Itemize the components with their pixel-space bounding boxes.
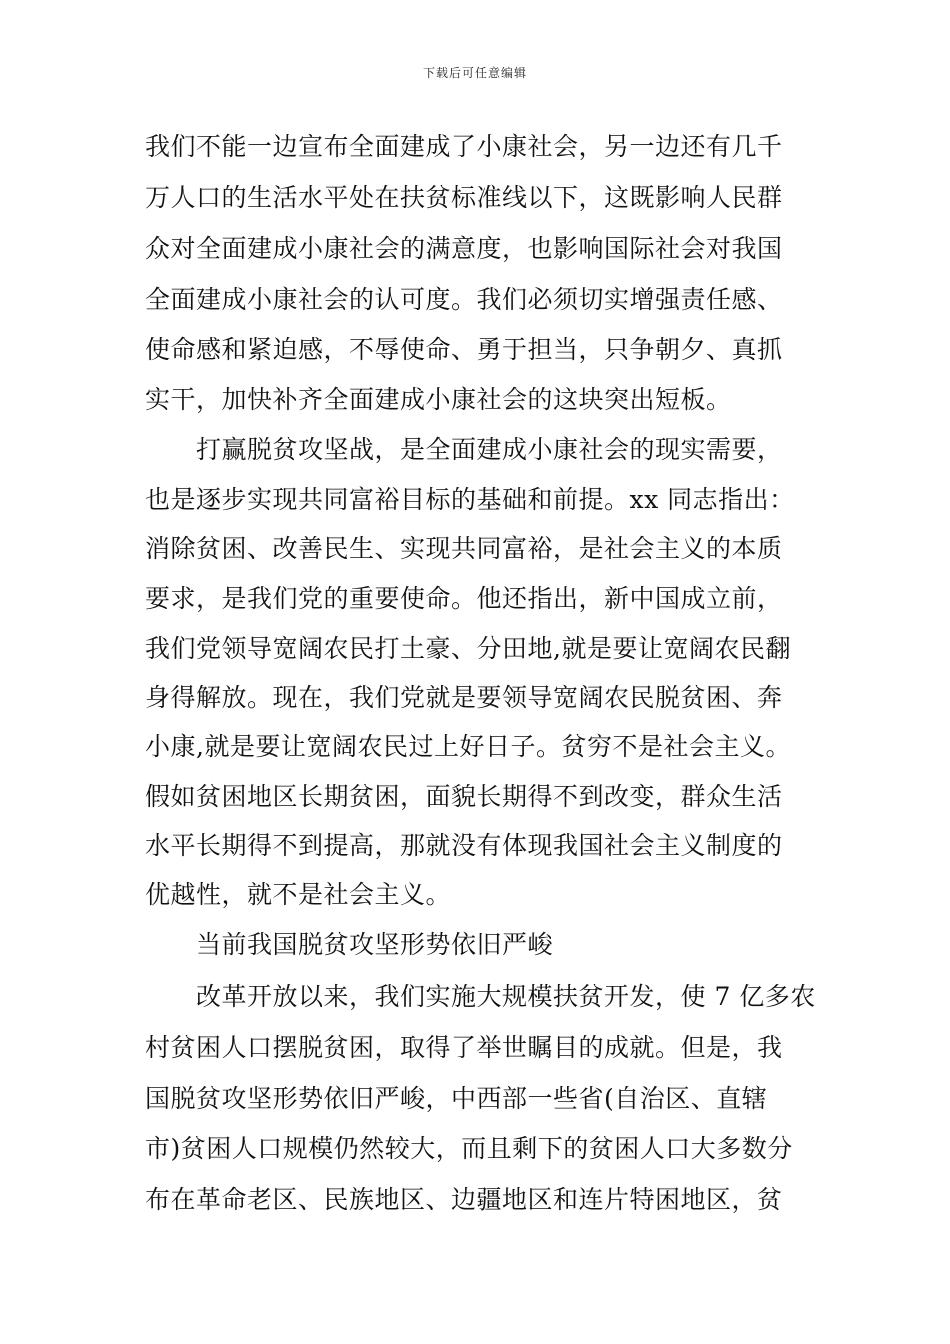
body-line: 实干，加快补齐全面建成小康社会的这块突出短板。 (145, 385, 732, 414)
body-line: 万人口的生活水平处在扶贫标准线以下，这既影响人民群 (145, 183, 783, 212)
body-line: 优越性，就不是社会主义。 (145, 880, 452, 909)
paragraph-first-line: 打赢脱贫攻坚战，是全面建成小康社会的现实需要， (196, 435, 783, 464)
body-line: 全面建成小康社会的认可度。我们必须切实增强责任感、 (145, 285, 783, 314)
body-line: 假如贫困地区长期贫困，面貌长期得不到改变，群众生活 (145, 782, 783, 811)
body-line: 我们党领导宽阔农民打土豪、分田地,就是要让宽阔农民翻 (145, 634, 791, 663)
page-header: 下载后可任意编辑 (422, 66, 527, 80)
body-line: 众对全面建成小康社会的满意度，也影响国际社会对我国 (145, 234, 783, 263)
body-line: 消除贫困、改善民生、实现共同富裕，是社会主义的本质 (145, 534, 783, 563)
body-line: 国脱贫攻坚形势依旧严峻，中西部一些省(自治区、直辖 (145, 1084, 768, 1113)
body-line: 村贫困人口摆脱贫困，取得了举世瞩目的成就。但是，我 (145, 1033, 783, 1062)
body-line: 身得解放。现在，我们党就是要领导宽阔农民脱贫困、奔 (145, 683, 783, 712)
body-line: 我们不能一边宣布全面建成了小康社会，另一边还有几千 (145, 132, 783, 161)
body-line: 水平长期得不到提高，那就没有体现我国社会主义制度的 (145, 831, 783, 860)
section-heading: 当前我国脱贫攻坚形势依旧严峻 (196, 930, 554, 959)
body-line: 市)贫困人口规模仍然较大，而且剩下的贫困人口大多数分 (145, 1134, 793, 1163)
body-line: 小康,就是要让宽阔农民过上好日子。贫穷不是社会主义。 (145, 732, 791, 761)
paragraph-first-line: 改革开放以来，我们实施大规模扶贫开发，使 7 亿多农 (196, 982, 816, 1011)
body-line: 布在革命老区、民族地区、边疆地区和连片特困地区，贫 (145, 1185, 783, 1214)
body-line: 使命感和紧迫感，不辱使命、勇于担当，只争朝夕、真抓 (145, 335, 783, 364)
body-line: 要求，是我们党的重要使命。他还指出，新中国成立前， (145, 584, 783, 613)
body-line: 也是逐步实现共同富裕目标的基础和前提。xx 同志指出： (145, 485, 795, 514)
